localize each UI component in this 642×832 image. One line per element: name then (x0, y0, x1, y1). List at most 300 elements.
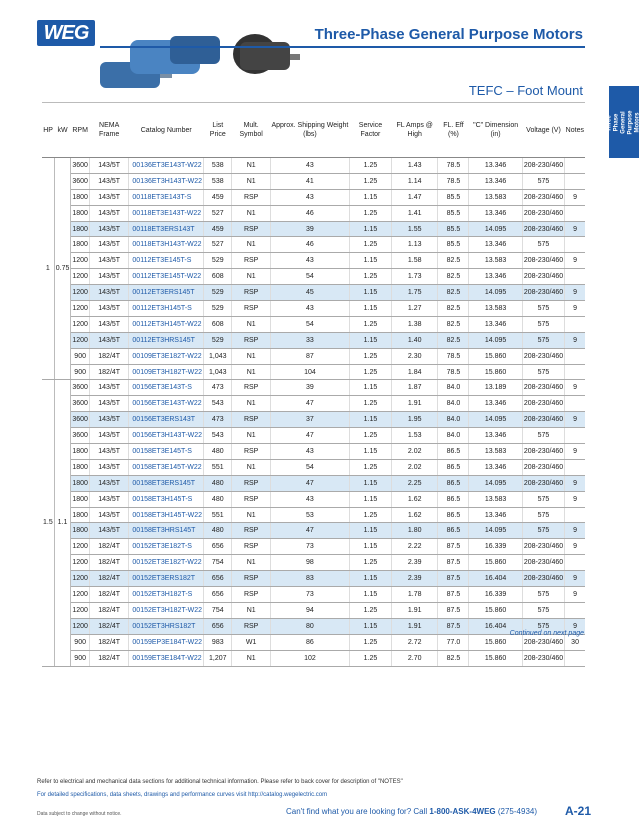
continued-note: Continued on next page (509, 630, 584, 637)
table-cell: 1800 (71, 444, 90, 460)
table-cell: 543 (204, 396, 232, 412)
table-cell (565, 555, 585, 571)
table-row (42, 539, 585, 555)
table-cell: 1200 (71, 285, 90, 301)
contact-phone[interactable]: 1-800-ASK-4WEG (429, 807, 496, 816)
catalog-number-cell[interactable]: 00118ET3ERS143T (129, 221, 204, 237)
table-cell: 575 (522, 618, 564, 634)
catalog-number-cell[interactable]: 00112ET3E145T-W22 (129, 269, 204, 285)
table-cell: 143/5T (89, 332, 128, 348)
table-cell: 1.80 (391, 523, 438, 539)
catalog-number-cell[interactable]: 00112ET3H145T-S (129, 301, 204, 317)
table-cell: 1.55 (391, 221, 438, 237)
table-cell: 208-230/460 (522, 650, 564, 666)
table-cell (565, 428, 585, 444)
table-cell: 143/5T (89, 444, 128, 460)
table-cell: 1.15 (349, 587, 391, 603)
catalog-number-cell[interactable]: 00118ET3E143T-W22 (129, 205, 204, 221)
table-cell: 1200 (71, 316, 90, 332)
table-cell: 182/4T (89, 539, 128, 555)
table-cell: 73 (270, 539, 349, 555)
table-cell: N1 (232, 507, 270, 523)
table-row (42, 173, 585, 189)
table-cell: 1,043 (204, 364, 232, 380)
table-row (42, 459, 585, 475)
table-cell: 1.62 (391, 507, 438, 523)
table-cell: 1200 (71, 555, 90, 571)
catalog-number-cell[interactable]: 00112ET3HRS145T (129, 332, 204, 348)
table-cell: 82.5 (438, 269, 469, 285)
table-cell: 575 (522, 491, 564, 507)
table-cell: 551 (204, 459, 232, 475)
table-cell: 43 (270, 491, 349, 507)
table-cell: 3600 (71, 396, 90, 412)
table-cell: 208-230/460 (522, 539, 564, 555)
catalog-number-cell[interactable]: 00158ET3E145T-S (129, 444, 204, 460)
table-cell: 1.95 (391, 412, 438, 428)
table-cell: 575 (522, 428, 564, 444)
table-cell: 1,043 (204, 348, 232, 364)
table-cell: RSP (232, 332, 270, 348)
table-cell: 13.583 (469, 491, 522, 507)
table-cell: 87.5 (438, 602, 469, 618)
table-cell: 9 (565, 332, 585, 348)
table-cell: 1.27 (391, 301, 438, 317)
table-cell: 9 (565, 189, 585, 205)
table-cell: 1.91 (391, 602, 438, 618)
table-cell: RSP (232, 380, 270, 396)
table-cell: 14.095 (469, 523, 522, 539)
table-cell: 143/5T (89, 459, 128, 475)
catalog-number-cell[interactable]: 00158ET3HRS145T (129, 523, 204, 539)
table-cell: 13.346 (469, 269, 522, 285)
table-cell: 143/5T (89, 475, 128, 491)
table-cell: 13.346 (469, 205, 522, 221)
table-row (42, 555, 585, 571)
table-cell: 41 (270, 173, 349, 189)
table-cell: 575 (522, 332, 564, 348)
catalog-number-cell[interactable]: 00152ET3ERS182T (129, 571, 204, 587)
table-cell: 94 (270, 602, 349, 618)
table-cell: 1.25 (349, 205, 391, 221)
table-cell: 1.14 (391, 173, 438, 189)
table-cell: 208-230/460 (522, 189, 564, 205)
catalog-number-cell[interactable]: 00158ET3H145T-S (129, 491, 204, 507)
table-cell: 543 (204, 428, 232, 444)
table-cell: 2.02 (391, 444, 438, 460)
table-cell: 1.62 (391, 491, 438, 507)
section-side-tab[interactable] (606, 86, 641, 158)
table-cell: 1.15 (349, 444, 391, 460)
table-cell: 208-230/460 (522, 459, 564, 475)
table-cell: 1800 (71, 205, 90, 221)
table-cell: 14.095 (469, 475, 522, 491)
table-cell: 82.5 (438, 316, 469, 332)
table-cell (565, 602, 585, 618)
table-cell: 208-230/460 (522, 412, 564, 428)
table-cell: 13.583 (469, 444, 522, 460)
table-cell (565, 173, 585, 189)
table-cell: 43 (270, 301, 349, 317)
footer-note: Refer to electrical and mechanical data sections for additional technical information. Please refer to back cover for description of "NOTES" (37, 779, 403, 785)
table-cell: N1 (232, 316, 270, 332)
table-cell: 143/5T (89, 396, 128, 412)
catalog-number-cell[interactable]: 00152ET3H182T-S (129, 587, 204, 603)
table-cell: 1200 (71, 301, 90, 317)
column-header: NEMA Frame (89, 103, 128, 158)
catalog-number-cell[interactable]: 00158ET3H145T-W22 (129, 507, 204, 523)
table-cell: 1.15 (349, 475, 391, 491)
catalog-number-cell[interactable]: 00152ET3E182T-W22 (129, 555, 204, 571)
table-cell: 1.43 (391, 158, 438, 174)
table-cell: 43 (270, 253, 349, 269)
table-cell: 1.15 (349, 571, 391, 587)
table-row (42, 332, 585, 348)
catalog-number-cell[interactable]: 00136ET3H143T-W22 (129, 173, 204, 189)
table-cell: 85.5 (438, 205, 469, 221)
table-cell: 85.5 (438, 221, 469, 237)
table-cell: 527 (204, 205, 232, 221)
catalog-number-cell[interactable]: 00112ET3H145T-W22 (129, 316, 204, 332)
table-cell: 538 (204, 173, 232, 189)
table-cell: 2.72 (391, 634, 438, 650)
table-cell: 86 (270, 634, 349, 650)
table-cell: 9 (565, 444, 585, 460)
table-cell: 143/5T (89, 301, 128, 317)
table-cell: 1.25 (349, 507, 391, 523)
table-cell: 900 (71, 650, 90, 666)
column-header: Notes (565, 103, 585, 158)
column-header: Voltage (V) (522, 103, 564, 158)
table-cell: N1 (232, 602, 270, 618)
table-cell: 87.5 (438, 555, 469, 571)
table-cell: 39 (270, 380, 349, 396)
catalog-number-cell[interactable]: 00109ET3E182T-W22 (129, 348, 204, 364)
table-cell: 1200 (71, 269, 90, 285)
table-cell: 98 (270, 555, 349, 571)
table-cell: 208-230/460 (522, 396, 564, 412)
table-cell: RSP (232, 618, 270, 634)
table-cell: 39 (270, 221, 349, 237)
table-row (42, 380, 585, 396)
table-cell: N1 (232, 158, 270, 174)
weg-logo: WEG (37, 20, 95, 46)
table-cell: 9 (565, 412, 585, 428)
table-cell: 1800 (71, 491, 90, 507)
table-cell (565, 205, 585, 221)
table-cell: 182/4T (89, 348, 128, 364)
table-row (42, 364, 585, 380)
table-cell: N1 (232, 237, 270, 253)
table-cell: 2.70 (391, 650, 438, 666)
column-header: List Price (204, 103, 232, 158)
catalog-number-cell[interactable]: 00152ET3H182T-W22 (129, 602, 204, 618)
table-cell: 575 (522, 602, 564, 618)
catalog-number-cell[interactable]: 00156ET3E143T-W22 (129, 396, 204, 412)
table-cell: 46 (270, 237, 349, 253)
table-cell: 143/5T (89, 189, 128, 205)
table-cell: 208-230/460 (522, 205, 564, 221)
table-cell: 77.0 (438, 634, 469, 650)
table-cell: 1.15 (349, 221, 391, 237)
table-cell: 1.13 (391, 237, 438, 253)
table-cell: RSP (232, 412, 270, 428)
table-cell: 575 (522, 316, 564, 332)
table-cell: RSP (232, 253, 270, 269)
table-cell: 2.25 (391, 475, 438, 491)
table-cell: 1200 (71, 587, 90, 603)
table-cell: 1.25 (349, 237, 391, 253)
table-cell: 1,207 (204, 650, 232, 666)
table-row (42, 602, 585, 618)
table-cell: 1.40 (391, 332, 438, 348)
table-cell: 13.346 (469, 428, 522, 444)
table-cell: 16.339 (469, 539, 522, 555)
table-cell: 182/4T (89, 618, 128, 634)
table-row (42, 428, 585, 444)
table-cell: 208-230/460 (522, 253, 564, 269)
table-cell: 1.15 (349, 189, 391, 205)
table-cell: 2.39 (391, 571, 438, 587)
table-cell: 3600 (71, 428, 90, 444)
table-cell: 1.25 (349, 459, 391, 475)
table-cell: N1 (232, 396, 270, 412)
table-cell: 2.02 (391, 459, 438, 475)
table-cell (565, 158, 585, 174)
table-cell: 143/5T (89, 221, 128, 237)
table-cell: 82.5 (438, 285, 469, 301)
table-cell: N1 (232, 205, 270, 221)
motor-spec-table (42, 102, 585, 667)
table-cell: 1.25 (349, 428, 391, 444)
table-cell: 575 (522, 523, 564, 539)
table-cell: 13.583 (469, 253, 522, 269)
catalog-number-cell[interactable]: 00158ET3ERS145T (129, 475, 204, 491)
catalog-number-cell[interactable]: 00112ET3ERS145T (129, 285, 204, 301)
table-cell: 30 (565, 634, 585, 650)
table-cell: 182/4T (89, 364, 128, 380)
table-cell: 1.78 (391, 587, 438, 603)
table-cell: 608 (204, 316, 232, 332)
table-cell: 1.15 (349, 491, 391, 507)
table-cell: RSP (232, 189, 270, 205)
table-cell: 9 (565, 571, 585, 587)
table-row (42, 221, 585, 237)
table-cell: 43 (270, 158, 349, 174)
table-cell: 43 (270, 189, 349, 205)
table-cell: 480 (204, 444, 232, 460)
table-cell: 208-230/460 (522, 269, 564, 285)
catalog-number-cell[interactable]: 00156ET3H143T-W22 (129, 428, 204, 444)
table-cell: 82.5 (438, 332, 469, 348)
column-header: HP (42, 103, 54, 158)
table-cell: 143/5T (89, 491, 128, 507)
table-cell: 13.346 (469, 507, 522, 523)
catalog-number-cell[interactable]: 00109ET3H182T-W22 (129, 364, 204, 380)
table-cell: 529 (204, 301, 232, 317)
table-cell: 1200 (71, 539, 90, 555)
table-cell: 143/5T (89, 173, 128, 189)
column-header: RPM (71, 103, 90, 158)
table-cell: N1 (232, 269, 270, 285)
table-cell: 1200 (71, 618, 90, 634)
table-cell: 182/4T (89, 634, 128, 650)
catalog-number-cell[interactable]: 00136ET3E143T-W22 (129, 158, 204, 174)
kw-cell: 0.75 (54, 158, 71, 380)
table-cell: 1.15 (349, 380, 391, 396)
catalog-number-cell[interactable]: 00112ET3E145T-S (129, 253, 204, 269)
table-cell: 1.53 (391, 428, 438, 444)
table-cell: 1.38 (391, 316, 438, 332)
table-row (42, 571, 585, 587)
table-cell: 527 (204, 237, 232, 253)
table-cell: 84.0 (438, 412, 469, 428)
table-cell: 143/5T (89, 285, 128, 301)
table-cell: 16.404 (469, 618, 522, 634)
footer-link[interactable]: For detailed specifications, data sheets, drawings and performance curves visit http://catalog.wegelectric.com (37, 792, 328, 798)
catalog-number-cell[interactable]: 00152ET3HRS182T (129, 618, 204, 634)
table-cell (565, 316, 585, 332)
table-cell: 43 (270, 444, 349, 460)
table-cell: 9 (565, 221, 585, 237)
table-cell: 1.15 (349, 539, 391, 555)
table-cell: 575 (522, 173, 564, 189)
column-header: kW (54, 103, 71, 158)
table-cell: 9 (565, 539, 585, 555)
table-cell: N1 (232, 173, 270, 189)
table-cell: 1.84 (391, 364, 438, 380)
table-cell: 86.5 (438, 507, 469, 523)
table-cell: 1800 (71, 221, 90, 237)
table-cell: 473 (204, 380, 232, 396)
table-cell: 1.73 (391, 269, 438, 285)
table-row (42, 316, 585, 332)
table-cell: 900 (71, 364, 90, 380)
table-row (42, 507, 585, 523)
table-cell: 575 (522, 587, 564, 603)
table-row (42, 491, 585, 507)
table-cell (565, 396, 585, 412)
table-cell: RSP (232, 587, 270, 603)
table-cell: 1.25 (349, 396, 391, 412)
catalog-number-cell[interactable]: 00118ET3E143T-S (129, 189, 204, 205)
table-cell: 86.5 (438, 491, 469, 507)
table-row (42, 523, 585, 539)
catalog-number-cell[interactable]: 00158ET3E145T-W22 (129, 459, 204, 475)
table-cell: 1.25 (349, 158, 391, 174)
table-cell: 208-230/460 (522, 221, 564, 237)
table-cell: 208-230/460 (522, 285, 564, 301)
table-cell: 13.346 (469, 158, 522, 174)
table-cell: 84.0 (438, 396, 469, 412)
table-cell: 143/5T (89, 269, 128, 285)
table-cell: 1.25 (349, 348, 391, 364)
table-cell: 9 (565, 618, 585, 634)
table-row (42, 444, 585, 460)
table-cell (565, 650, 585, 666)
table-cell: 16.404 (469, 571, 522, 587)
table-cell: 459 (204, 189, 232, 205)
table-cell: 13.346 (469, 396, 522, 412)
table-cell: 1200 (71, 602, 90, 618)
table-cell: 13.346 (469, 237, 522, 253)
table-cell: 1.75 (391, 285, 438, 301)
table-cell: 1.25 (349, 602, 391, 618)
table-cell: 1.47 (391, 189, 438, 205)
table-cell: 1.15 (349, 412, 391, 428)
hp-cell: 1.5 (42, 380, 54, 666)
table-cell: 480 (204, 523, 232, 539)
table-cell: 13.346 (469, 316, 522, 332)
table-cell: 208-230/460 (522, 380, 564, 396)
table-cell: 1.25 (349, 555, 391, 571)
contact-alt: (275-4934) (495, 807, 537, 816)
table-cell: 87 (270, 348, 349, 364)
catalog-number-cell[interactable]: 00156ET3E143T-S (129, 380, 204, 396)
table-cell: 83 (270, 571, 349, 587)
table-cell: 575 (522, 507, 564, 523)
table-cell: RSP (232, 571, 270, 587)
table-cell: 1.25 (349, 650, 391, 666)
table-cell: 551 (204, 507, 232, 523)
table-cell: 208-230/460 (522, 571, 564, 587)
table-cell: 538 (204, 158, 232, 174)
catalog-number-cell[interactable]: 00159EP3E184T-W22 (129, 634, 204, 650)
table-row (42, 158, 585, 174)
table-cell: 54 (270, 316, 349, 332)
table-cell: RSP (232, 539, 270, 555)
table-cell: RSP (232, 523, 270, 539)
table-cell: 983 (204, 634, 232, 650)
table-row (42, 237, 585, 253)
table-cell: 15.860 (469, 555, 522, 571)
catalog-number-cell[interactable]: 00118ET3H143T-W22 (129, 237, 204, 253)
table-cell (565, 237, 585, 253)
table-cell: 82.5 (438, 253, 469, 269)
table-cell: 102 (270, 650, 349, 666)
table-cell: 1200 (71, 332, 90, 348)
table-cell: 73 (270, 587, 349, 603)
table-cell: 1.91 (391, 396, 438, 412)
table-cell: 208-230/460 (522, 444, 564, 460)
table-cell: 87.5 (438, 587, 469, 603)
catalog-number-cell[interactable]: 00152ET3E182T-S (129, 539, 204, 555)
table-row (42, 634, 585, 650)
page-number: A-21 (564, 804, 591, 818)
table-cell: 143/5T (89, 380, 128, 396)
table-cell: RSP (232, 301, 270, 317)
table-cell: N1 (232, 348, 270, 364)
table-cell: 143/5T (89, 412, 128, 428)
table-cell: 3600 (71, 412, 90, 428)
catalog-number-cell[interactable]: 00156ET3ERS143T (129, 412, 204, 428)
table-cell: 900 (71, 348, 90, 364)
column-header: "C" Dimension (in) (469, 103, 522, 158)
table-cell: 78.5 (438, 173, 469, 189)
table-cell: 608 (204, 269, 232, 285)
table-cell: 208-230/460 (522, 348, 564, 364)
table-cell: W1 (232, 634, 270, 650)
catalog-number-cell[interactable]: 00159ET3E184T-W22 (129, 650, 204, 666)
table-cell: 85.5 (438, 189, 469, 205)
table-row (42, 301, 585, 317)
table-cell: 86.5 (438, 523, 469, 539)
table-cell: 9 (565, 587, 585, 603)
table-cell: 656 (204, 539, 232, 555)
table-header-row (42, 103, 585, 158)
table-row (42, 269, 585, 285)
table-cell: 575 (522, 301, 564, 317)
